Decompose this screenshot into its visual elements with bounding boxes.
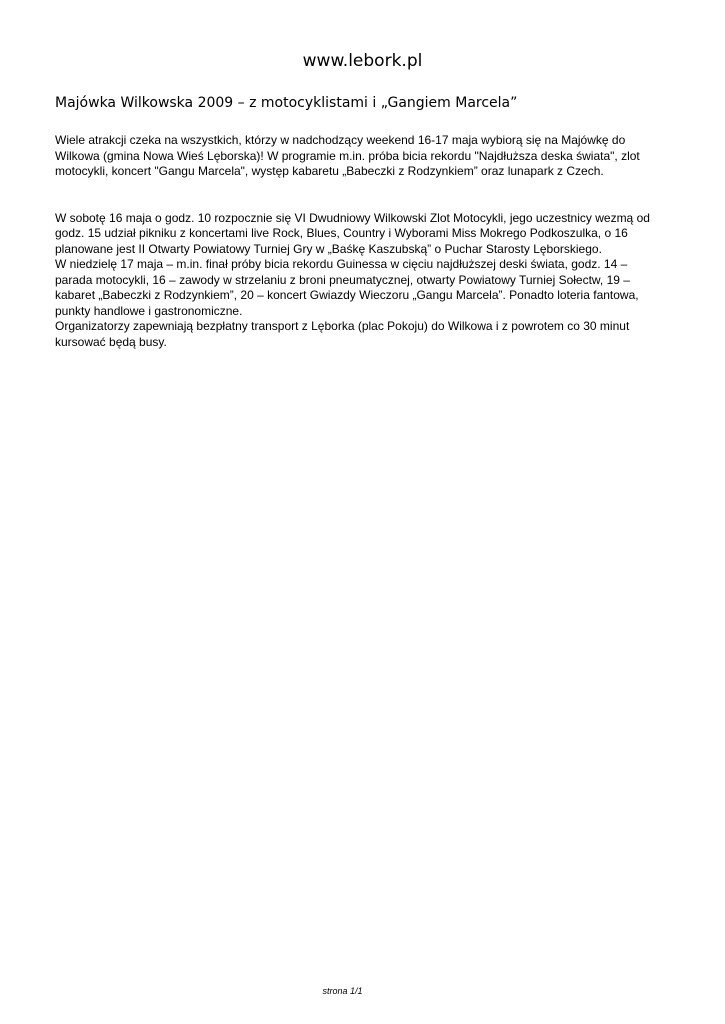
site-header: www.lebork.pl (302, 51, 423, 71)
page-number: strona 1/1 (322, 986, 363, 996)
text-line: kursować będą busy. (55, 334, 167, 349)
paragraph-program (55, 211, 675, 351)
text-line: motocykli, koncert "Gangu Marcela", występ kabaretu „Babeczki z Rodzynkiem” oraz lunapark z Czech. (55, 164, 604, 178)
text-line: punkty handlowe i gastronomiczne. (55, 303, 243, 318)
text-line: planowane jest II Otwarty Powiatowy Turniej Gry w „Baśkę Kaszubską” o Puchar Starosty Lęborskiego. (55, 241, 602, 256)
text-line: godz. 15 udział pikniku z koncertami live Rock, Blues, Country i Wyborami Miss Mokrego Podkoszulka, o 16 (55, 226, 628, 240)
text-line: W sobotę 16 maja o godz. 10 rozpocznie się VI Dwudniowy Wilkowski Zlot Motocykli, jego uczestnicy wezmą od (55, 210, 650, 225)
article-title: Majówka Wilkowska 2009 – z motocyklistami i „Gangiem Marcela” (55, 95, 518, 111)
text-line: kabaret „Babeczki z Rodzynkiem”, 20 – koncert Gwiazdy Wieczoru „Gangu Marcela”. Ponadto loteria fantowa, (55, 288, 639, 302)
paragraph-intro (55, 133, 675, 180)
article-body (55, 133, 675, 350)
text-line: Wiele atrakcji czeka na wszystkich, którzy w nadchodzący weekend 16-17 maja wybiorą się na Majówkę do (55, 133, 626, 147)
text-line: Organizatorzy zapewniają bezpłatny transport z Lęborka (plac Pokoju) do Wilkowa i z powrotem co 30 minut (55, 319, 630, 333)
text-line: W niedzielę 17 maja – m.in. finał próby bicia rekordu Guinessa w cięciu najdłuższej deski świata, godz. 14 – (55, 257, 628, 271)
text-line: Wilkowa (gmina Nowa Wieś Lęborska)! W programie m.in. próba bicia rekordu "Najdłuższa deska świata", zlot (55, 148, 640, 163)
paragraph-spacer (55, 180, 675, 211)
text-line: parada motocykli, 16 – zawody w strzelaniu z broni pneumatycznej, otwarty Powiatowy Turniej Sołectw, 19 – (55, 272, 630, 287)
